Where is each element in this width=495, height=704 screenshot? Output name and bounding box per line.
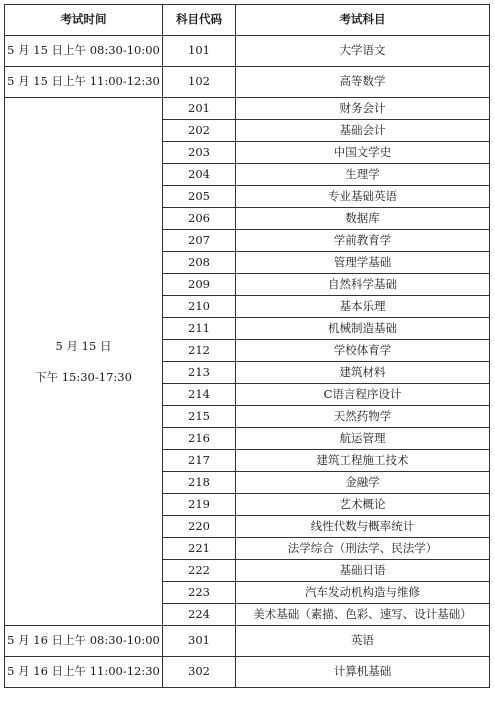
table-row (5, 36, 490, 67)
subject-code-cell: 224 (163, 604, 236, 626)
subject-name-cell: 建筑材料 (236, 362, 490, 384)
subject-name-cell: 艺术概论 (236, 494, 490, 516)
table-row (5, 67, 490, 98)
subject-name-cell: 金融学 (236, 472, 490, 494)
header-subject-code: 科目代码 (163, 5, 236, 36)
subject-name-cell: 学前教育学 (236, 230, 490, 252)
subject-code-cell: 212 (163, 340, 236, 362)
afternoon-time: 下午 15:30-17:30 (35, 369, 132, 384)
subject-name-cell: C语言程序设计 (236, 384, 490, 406)
subject-code-cell: 102 (163, 67, 236, 98)
subject-code-cell: 210 (163, 296, 236, 318)
subject-code-cell: 217 (163, 450, 236, 472)
subject-name-cell: 学校体育学 (236, 340, 490, 362)
afternoon-date: 5 月 15 日 (55, 339, 112, 354)
subject-name-cell: 大学语文 (236, 36, 490, 67)
subject-code-cell: 214 (163, 384, 236, 406)
afternoon-session-cell (5, 98, 163, 626)
subject-name-cell: 生理学 (236, 164, 490, 186)
exam-time-cell: 5 月 15 日上午 08:30-10:00 (5, 36, 163, 67)
subject-code-cell: 219 (163, 494, 236, 516)
subject-name-cell: 数据库 (236, 208, 490, 230)
subject-name-cell: 管理学基础 (236, 252, 490, 274)
subject-name-cell: 计算机基础 (236, 657, 490, 688)
subject-name-cell: 财务会计 (236, 98, 490, 120)
subject-code-cell: 301 (163, 626, 236, 657)
subject-code-cell: 205 (163, 186, 236, 208)
header-exam-time: 考试时间 (5, 5, 163, 36)
subject-code-cell: 222 (163, 560, 236, 582)
subject-code-cell: 213 (163, 362, 236, 384)
subject-code-cell: 302 (163, 657, 236, 688)
subject-name-cell: 专业基础英语 (236, 186, 490, 208)
subject-name-cell: 基础日语 (236, 560, 490, 582)
exam-time-cell: 5 月 16 日上午 11:00-12:30 (5, 657, 163, 688)
subject-code-cell: 202 (163, 120, 236, 142)
subject-code-cell: 223 (163, 582, 236, 604)
subject-name-cell: 天然药物学 (236, 406, 490, 428)
subject-code-cell: 218 (163, 472, 236, 494)
exam-schedule-table (4, 4, 490, 688)
subject-code-cell: 207 (163, 230, 236, 252)
subject-code-cell: 204 (163, 164, 236, 186)
subject-code-cell: 208 (163, 252, 236, 274)
table-row (5, 626, 490, 657)
subject-name-cell: 法学综合（刑法学、民法学） (236, 538, 490, 560)
subject-code-cell: 215 (163, 406, 236, 428)
subject-code-cell: 216 (163, 428, 236, 450)
subject-code-cell: 209 (163, 274, 236, 296)
subject-name-cell: 机械制造基础 (236, 318, 490, 340)
subject-code-cell: 206 (163, 208, 236, 230)
table-row (5, 98, 490, 120)
header-row (5, 5, 490, 36)
subject-name-cell: 汽车发动机构造与维修 (236, 582, 490, 604)
subject-name-cell: 基础会计 (236, 120, 490, 142)
subject-name-cell: 自然科学基础 (236, 274, 490, 296)
subject-code-cell: 201 (163, 98, 236, 120)
subject-name-cell: 高等数学 (236, 67, 490, 98)
subject-code-cell: 221 (163, 538, 236, 560)
subject-code-cell: 220 (163, 516, 236, 538)
subject-name-cell: 英语 (236, 626, 490, 657)
subject-code-cell: 211 (163, 318, 236, 340)
subject-name-cell: 美术基础（素描、色彩、速写、设计基础） (236, 604, 490, 626)
subject-name-cell: 航运管理 (236, 428, 490, 450)
table-row (5, 657, 490, 688)
subject-code-cell: 101 (163, 36, 236, 67)
subject-name-cell: 中国文学史 (236, 142, 490, 164)
subject-name-cell: 建筑工程施工技术 (236, 450, 490, 472)
subject-name-cell: 线性代数与概率统计 (236, 516, 490, 538)
header-exam-subject: 考试科目 (236, 5, 490, 36)
subject-code-cell: 203 (163, 142, 236, 164)
subject-name-cell: 基本乐理 (236, 296, 490, 318)
exam-time-cell: 5 月 15 日上午 11:00-12:30 (5, 67, 163, 98)
exam-time-cell: 5 月 16 日上午 08:30-10:00 (5, 626, 163, 657)
